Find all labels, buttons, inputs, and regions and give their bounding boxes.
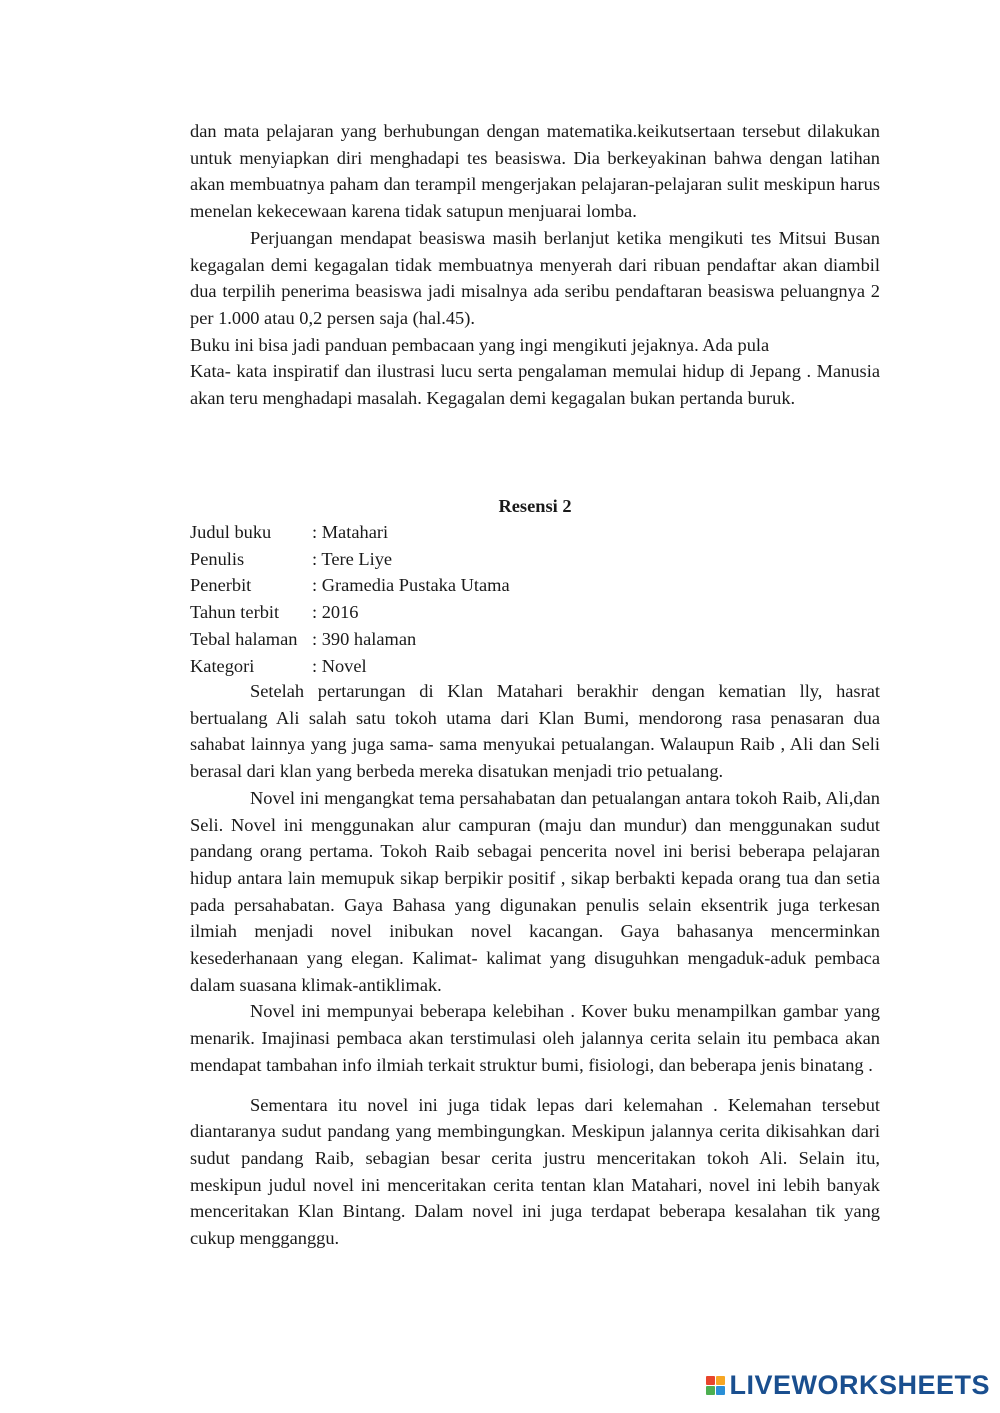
metadata-value: : 2016 [312, 602, 359, 623]
metadata-row [190, 546, 880, 573]
logo-square [706, 1386, 715, 1395]
metadata-row [190, 599, 880, 626]
intro-paragraph-1: dan mata pelajaran yang berhubungan dengan matematika.keikutsertaan tersebut dilakukan untuk menyiapkan diri menghadapi tes beasiswa. Dia berkeyakinan bahwa dengan latihan akan membuatnya paham dan terampil mengerjakan pelajaran-pelajaran sulit meskipun harus menelan kekecewaan karena tidak satupun menjuarai lomba. [190, 121, 880, 222]
review-heading: Resensi 2 [498, 496, 572, 516]
intro-paragraph-3: Buku ini bisa jadi panduan pembacaan yang ingi mengikuti jejaknya. Ada pula [190, 334, 770, 355]
metadata-label: Tebal halaman [190, 628, 298, 649]
metadata-label: Kategori [190, 655, 255, 676]
metadata-value: : Gramedia Pustaka Utama [312, 575, 510, 596]
metadata-row [190, 572, 880, 599]
metadata-value: : 390 halaman [312, 628, 417, 649]
liveworksheets-logo [706, 1370, 990, 1401]
review-paragraph-4: Sementara itu novel ini juga tidak lepas dari kelemahan . Kelemahan tersebut diantaranya sudut pandang yang membingungkan. Meskipun jalannya cerita dikisahkan dari sudut pandang Raib, sebagian besar cerita justru menceritakan tokoh Ali. Selain itu, meskipun judul novel ini menceritakan cerita tentan klan Matahari, novel ini lebih banyak menceritakan Klan Bintang. Dalam novel ini juga terdapat beberapa kesalahan tik yang cukup mengganggu. [190, 1094, 880, 1249]
metadata-value: : Tere Liye [312, 548, 393, 569]
metadata-value: : Matahari [312, 522, 389, 542]
metadata-row [190, 653, 880, 680]
logo-mark-icon [706, 1376, 725, 1395]
review-paragraph-2: Novel ini mengangkat tema persahabatan dan petualangan antara tokoh Raib, Ali,dan Seli. Novel ini menggunakan alur campuran (maju dan mundur) dan menggunakan sudut pandang orang pertama. Tokoh Raib sebagai pencerita novel ini berisi beberapa pelajaran hidup antara lain memupuk sikap berpikir positif , sikap berbakti kepada orang tua dan setia pada persahabatan. Gaya Bahasa yang digunakan penulis selain eksentrik juga terkesan ilmiah menjadi novel inibukan novel kacangan. Gaya bahasanya mencerminkan kesederhanaan yang elegan. Kalimat- kalimat yang disuguhkan mengaduk-aduk pembaca dalam suasana klimak-antiklimak. [190, 787, 880, 995]
logo-text: LIVEWORKSHEETS [729, 1370, 990, 1400]
intro-section [190, 118, 880, 412]
metadata-row [190, 626, 880, 653]
logo-square [706, 1376, 715, 1385]
paragraph-spacer [190, 1079, 880, 1092]
intro-paragraph-4: Kata- kata inspiratif dan ilustrasi lucu serta pengalaman memulai hidup di Jepang . Manusia akan teru menghadapi masalah. Kegagalan demi kegagalan bukan pertanda buruk. [190, 361, 880, 409]
metadata-label: Penerbit [190, 575, 252, 596]
metadata-label: Tahun terbit [190, 602, 280, 623]
metadata-value: : Novel [312, 655, 367, 676]
metadata-label: Penulis [190, 548, 245, 569]
metadata-row [190, 519, 880, 546]
logo-square [716, 1386, 725, 1395]
review-body [190, 678, 880, 1252]
intro-paragraph-2: Perjuangan mendapat beasiswa masih berlanjut ketika mengikuti tes Mitsui Busan kegagalan demi kegagalan tidak membuatnya menyerah dari ribuan pendaftar akan diambil dua terpilih penerima beasiswa jadi misalnya ada seribu pendaftaran beasiswa peluangnya 2 per 1.000 atau 0,2 persen saja (hal.45). [190, 227, 880, 328]
book-metadata [190, 519, 880, 679]
review-paragraph-3: Novel ini mempunyai beberapa kelebihan . Kover buku menampilkan gambar yang menarik. Imajinasi pembaca akan terstimulasi oleh jalannya cerita selain itu pembaca akan mendapat tambahan info ilmiah terkait struktur bumi, fisiologi, dan beberapa jenis binatang . [190, 1001, 880, 1075]
review-paragraph-1: Setelah pertarungan di Klan Matahari berakhir dengan kematian lly, hasrat bertualang Ali salah satu tokoh utama dari Klan Bumi, mendorong rasa penasaran dua sahabat lainnya yang juga sama- sama menyukai petualangan. Walaupun Raib , Ali dan Seli berasal dari klan yang berbeda mereka disatukan menjadi trio petualang. [190, 681, 880, 782]
logo-square [716, 1376, 725, 1385]
metadata-label: Judul buku [190, 522, 272, 542]
